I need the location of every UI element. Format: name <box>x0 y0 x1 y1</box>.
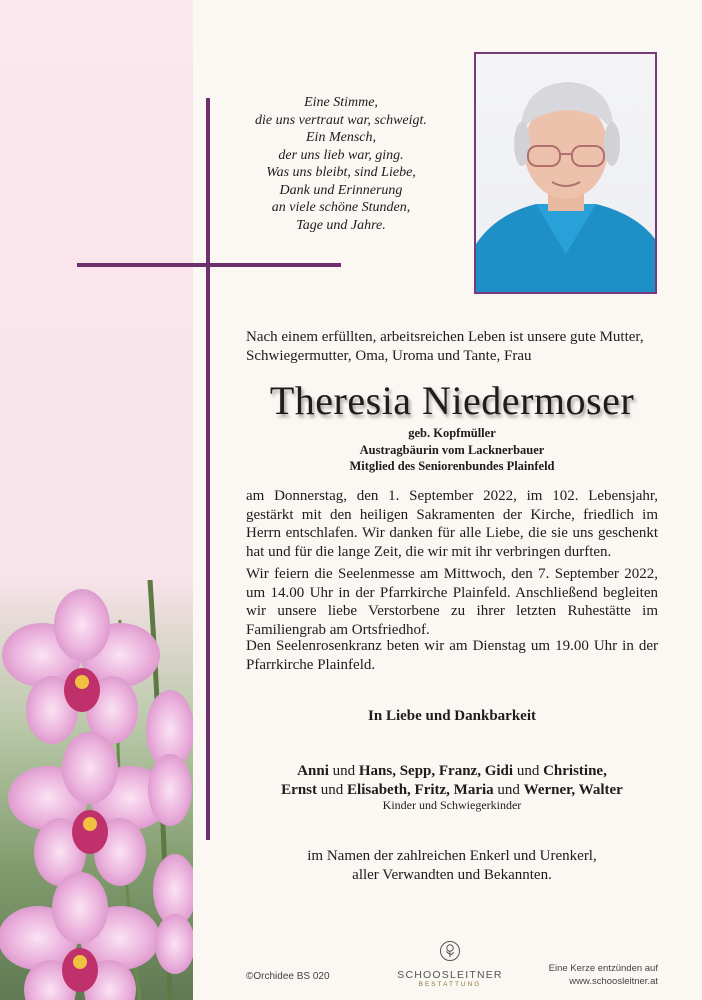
closing-text <box>246 847 658 885</box>
rosary-paragraph: Den Seelenrosenkranz beten wir am Dienstag um 19.00 Uhr in der Pfarrkirche Plainfeld. <box>246 638 658 673</box>
logo-name: SCHOOSLEITNER <box>397 969 503 981</box>
orchid-flower-2 <box>8 732 170 886</box>
mourners-subtitle: Kinder und Schwiegerkinder <box>382 798 522 812</box>
greeting: In Liebe und Dankbarkeit <box>368 708 536 724</box>
poem-line: der uns lieb war, ging. <box>278 147 404 163</box>
mourner-connector: und <box>328 763 359 779</box>
orchid-flowers <box>0 580 193 1000</box>
deceased-name: Theresia Niedermoser <box>269 378 635 423</box>
orchid-flower-5 <box>153 854 193 974</box>
mourner-name: Christine, <box>543 763 607 779</box>
mourner-connector: und <box>513 763 544 779</box>
deceased-membership: Mitglied des Seniorenbundes Plainfeld <box>349 459 555 473</box>
poem-line: Dank und Erinnerung <box>279 182 403 198</box>
orchid-image <box>0 580 193 1000</box>
candle-link[interactable] <box>540 962 658 988</box>
candle-text: Eine Kerze entzünden auf <box>548 963 658 974</box>
mourner-name: Anni <box>297 763 329 779</box>
deceased-details <box>246 425 658 475</box>
mourner-name: Hans, Sepp, Franz, Gidi <box>358 763 514 779</box>
mass-paragraph: Wir feiern die Seelenmesse am Mittwoch, den 7. September 2022, um 14.00 Uhr in der Pfarrkirche Plainfeld. Anschließend begleiten wir unsere liebe Verstorbene zu ihrer letzten Ruhestätte im Familiengrab am Ortsfriedhof. <box>246 566 658 638</box>
mourner-connector: und <box>317 782 348 798</box>
death-paragraph: am Donnerstag, den 1. September 2022, im 102. Lebensjahr, gestärkt mit den heiligen Sakramenten der Kirche, friedlich im Herrn entschlafen. Wir danken für alle Liebe, die sie uns geschenkt hat und für die lange Zeit, die wir mit ihr verbringen durften. <box>246 488 658 560</box>
poem-line: Ein Mensch, <box>306 130 376 145</box>
cross-horizontal-bar <box>77 263 341 267</box>
poem-line: Was uns bleibt, sind Liebe, <box>266 165 416 180</box>
mourner-name: Ernst <box>281 782 318 798</box>
mourner-name: Elisabeth, Fritz, Maria <box>347 782 494 798</box>
poem <box>236 94 446 234</box>
closing-line: im Namen der zahlreichen Enkerl und Urenkerl, <box>307 848 597 864</box>
birth-name: geb. Kopfmüller <box>408 426 496 440</box>
image-credit: ©Orchidee BS 020 <box>246 971 330 982</box>
side-strip <box>0 0 193 1000</box>
rose-icon <box>439 940 461 962</box>
cross-vertical-bar <box>206 98 210 840</box>
poem-line: Tage und Jahre. <box>296 217 386 233</box>
mourner-name: Werner, Walter <box>523 782 623 798</box>
portrait-illustration <box>476 54 655 292</box>
poem-line: an viele schöne Stunden, <box>271 200 411 215</box>
intro-text: Nach einem erfüllten, arbeitsreichen Leben ist unsere gute Mutter, Schwiegermutter, Oma, Uroma und Tante, Frau <box>246 329 644 364</box>
mourners-line-1 <box>246 762 658 781</box>
logo-subtitle: BESTATTUNG <box>418 981 482 988</box>
orchid-flower-3 <box>146 690 193 826</box>
portrait-photo <box>474 52 657 294</box>
orchid-flower-1 <box>2 589 160 744</box>
website-link[interactable]: www.schoosleitner.at <box>569 976 658 987</box>
funeral-home-logo[interactable] <box>390 940 510 988</box>
poem-line: Eine Stimme, <box>304 95 378 110</box>
deceased-title: Austragbäurin vom Lacknerbauer <box>359 442 545 457</box>
mourner-connector: und <box>493 782 524 798</box>
mourners-list <box>246 762 658 800</box>
closing-line: aller Verwandten und Bekannten. <box>352 867 552 883</box>
poem-line: die uns vertraut war, schweigt. <box>255 112 427 128</box>
